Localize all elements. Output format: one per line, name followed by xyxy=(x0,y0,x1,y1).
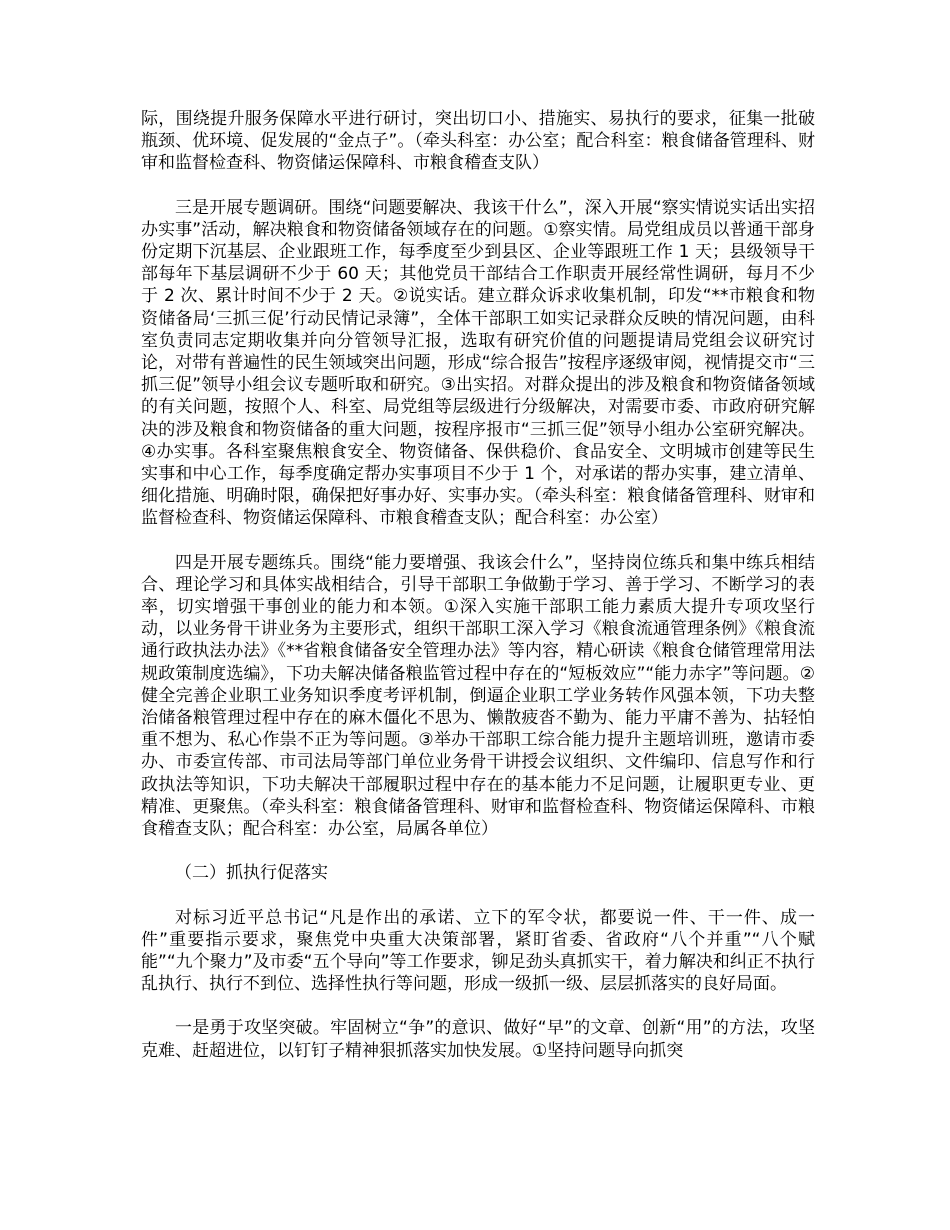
paragraph-special-training: 四是开展专题练兵。围绕“能力要增强、我该会什么”，坚持岗位练兵和集中练兵相结合、理论学习和具体实战相结合，引导干部职工争做勤于学习、善于学习、不断学习的表率，切实增强干事创业的能力和本领。①深入实施干部职工能力素质大提升专项攻坚行动，以业务骨干讲业务为主要形式，组织干部职工深入学习《粮食流通管理条例》《粮食流通行政执法办法》《**省粮食储备安全管理办法》等内容，精心研读《粮食仓储管理常用法规政策制度选编》，下功夫解决储备粮监管过程中存在的“短板效应”“能力赤字”等问题。②健全完善企业职工业务知识季度考评机制，倒逼企业职工学业务转作风强本领，下功夫整治储备粮管理过程中存在的麻木僵化不思为、懒散疲沓不勤为、能力平庸不善为、拈轻怕重不想为、私心作祟不正为等问题。③举办干部职工综合能力提升主题培训班，邀请市委办、市委宣传部、市司法局等部门单位业务骨干讲授会议组织、文件编印、信息写作和行政执法等知识，下功夫解决干部履职过程中存在的基本能力不足问题，让履职更专业、更精准、更聚焦。（牵头科室：粮食储备管理科、财审和监督检查科、物资储运保障科、市粮食稽查支队；配合科室：办公室，局属各单位） xyxy=(141,552,815,840)
document-page xyxy=(141,108,815,1084)
paragraph-special-research: 三是开展专题调研。围绕“问题要解决、我该干什么”，深入开展“察实情说实话出实招办实事”活动，解决粮食和物资储备领域存在的问题。①察实情。局党组成员以普通干部身份定期下沉基层、企业跟班工作，每季度至少到县区、企业等跟班工作 1 天；县级领导干部每年下基层调研不少于 60 天；其他党员干部结合工作职责开展经常性调研，每月不少于 2 次、累计时间不少于 2 天。②说实话。建立群众诉求收集机制，印发“**市粮食和物资储备局‘三抓三促’行动民情记录簿”，全体干部职工如实记录群众反映的情况问题，由科室负责同志定期收集并向分管领导汇报，选取有研究价值的问题提请局党组会议研究讨论，对带有普遍性的民生领域突出问题，形成“综合报告”按程序逐级审阅，视情提交市“三抓三促”领导小组会议专题听取和研究。③出实招。对群众提出的涉及粮食和物资储备领域的有关问题，按照个人、科室、局党组等层级进行分级解决，对需要市委、市政府研究解决的涉及粮食和物资储备的重大问题，按程序报市“三抓三促”领导小组办公室研究解决。④办实事。各科室聚焦粮食安全、物资储备、保供稳价、食品安全、文明城市创建等民生实事和中心工作，每季度确定帮办实事项目不少于 1 个，对承诺的帮办实事，建立清单、细化措施、明确时限，确保把好事办好、实事办实。（牵头科室：粮食储备管理科、财审和监督检查科、物资储运保障科、市粮食稽查支队；配合科室：办公室） xyxy=(141,197,815,529)
paragraph-execution-intro: 对标习近平总书记“凡是作出的承诺、立下的军令状，都要说一件、干一件、成一件”重要指示要求，聚焦党中央重大决策部署，紧盯省委、省政府“八个并重”“八个赋能”“九个聚力”及市委“五个导向”等工作要求，铆足劲头真抓实干，着力解决和纠正不执行乱执行、执行不到位、选择性执行等问题，形成一级抓一级、层层抓落实的良好局面。 xyxy=(141,907,815,995)
section-heading: （二）抓执行促落实 xyxy=(175,863,328,884)
paragraph-breakthrough: 一是勇于攻坚突破。牢固树立“争”的意识、做好“早”的文章、创新“用”的方法，攻坚克难、赶超进位，以钉钉子精神狠抓落实加快发展。①坚持问题导向抓突 xyxy=(141,1018,815,1061)
paragraph-continuation: 际，围绕提升服务保障水平进行研讨，突出切口小、措施实、易执行的要求，征集一批破瓶颈、优环境、促发展的“金点子”。（牵头科室：办公室；配合科室：粮食储备管理科、财审和监督检查科、物资储运保障科、市粮食稽查支队） xyxy=(141,109,815,174)
